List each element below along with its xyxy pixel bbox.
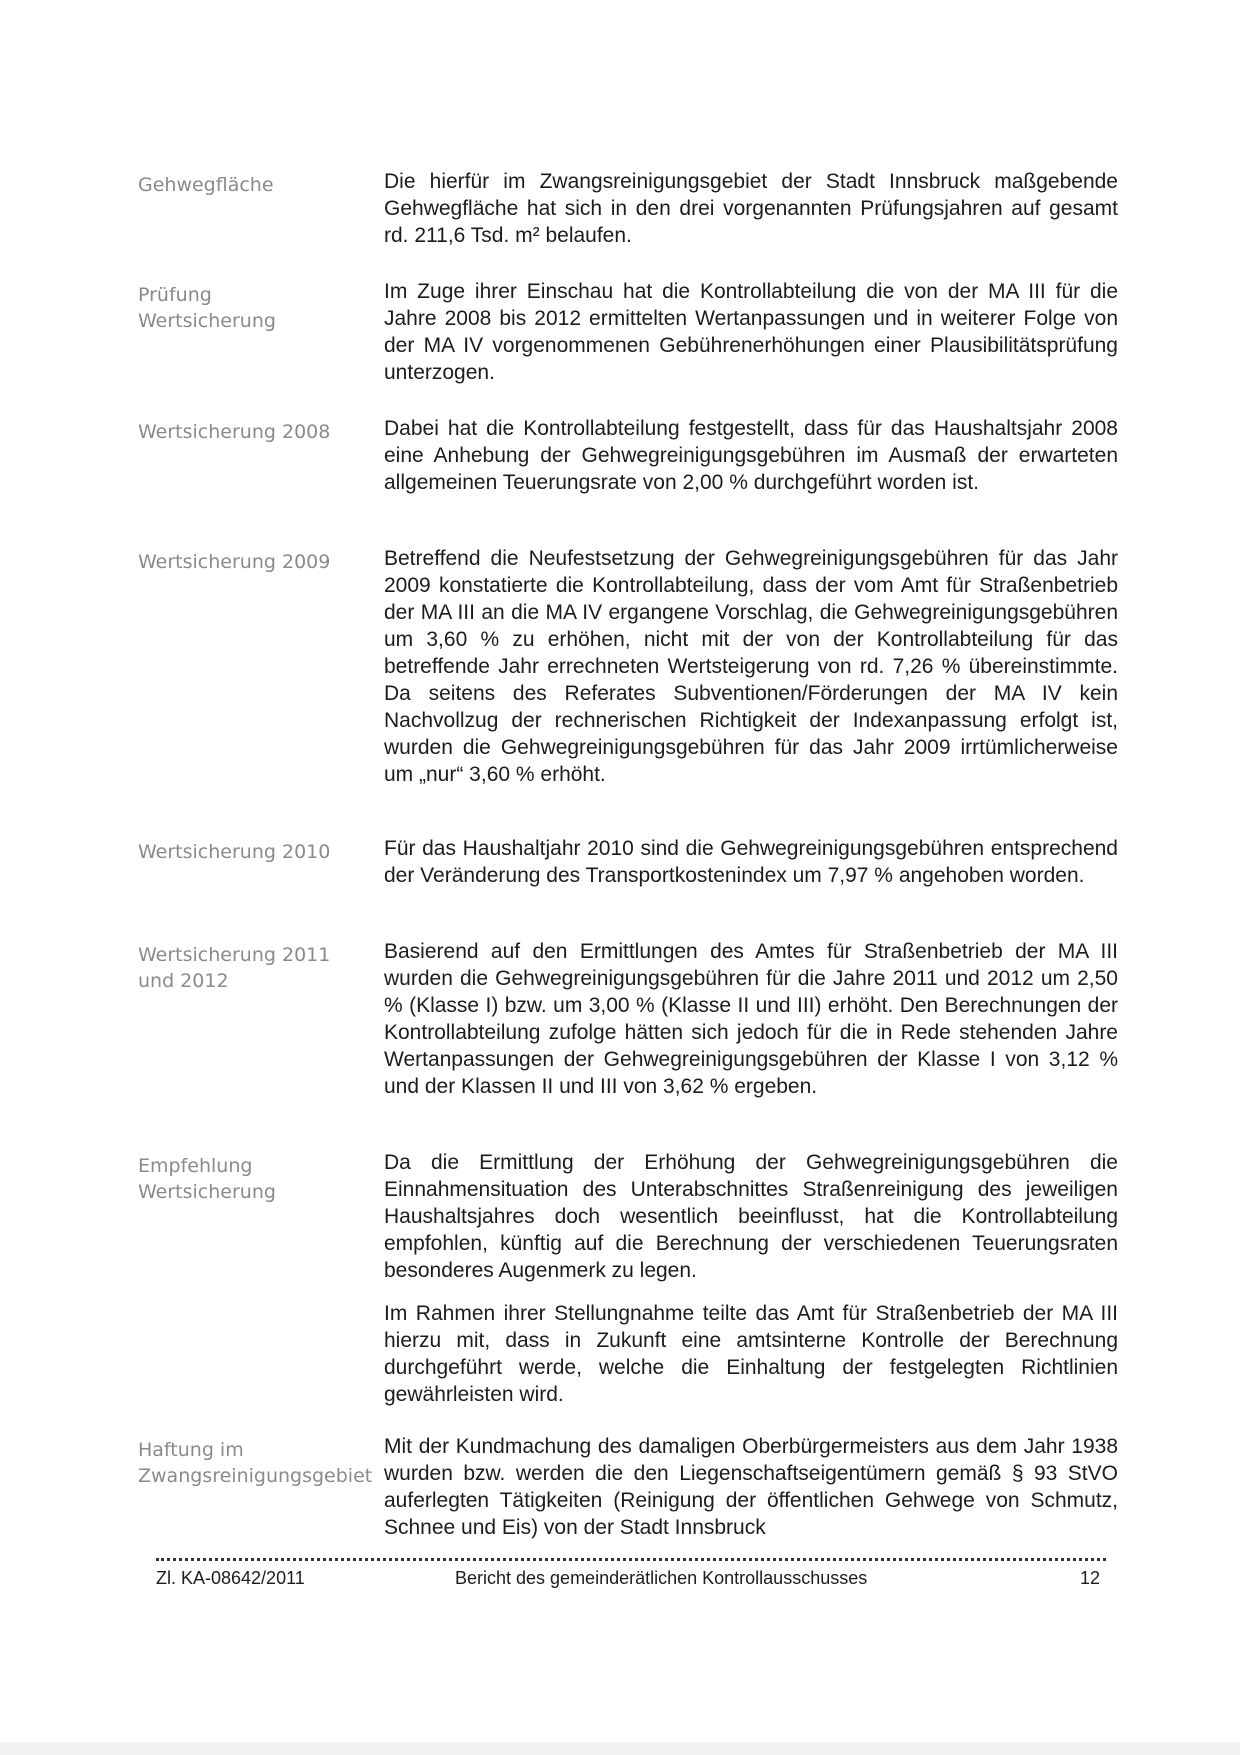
margin-label: Gehwegfläche <box>138 174 274 196</box>
paragraph: Die hierfür im Zwangsreinigungsgebiet der Stadt Innsbruck maßgebende Gehwegfläche hat sich in den drei vorgenannten Prüfungsjahren auf gesamt rd. 211,6 Tsd. m² belaufen. <box>384 170 1118 247</box>
margin-label: Wertsicherung 2009 <box>138 551 331 573</box>
margin-label: Wertsicherung 2010 <box>138 841 331 863</box>
margin-label: Haftung im Zwangsreinigungsgebiet <box>138 1439 373 1487</box>
margin-label: Wertsicherung 2011 und 2012 <box>138 944 331 992</box>
paragraph: Für das Haushaltjahr 2010 sind die Gehwegreinigungsgebühren entsprechend der Veränderung des Transportkostenindex um 7,97 % angehoben worden. <box>384 837 1118 887</box>
paragraph: Basierend auf den Ermittlungen des Amtes für Straßenbetrieb der MA III wurden die Gehwegreinigungsgebühren für die Jahre 2011 und 2012 um 2,50 % (Klasse I) bzw. um 3,00 % (Klasse II und III) erhöht. Den Berechnungen der Kontrollabteilung zufolge hätten sich jedoch für die in Rede stehenden Jahre Wertanpassungen der Gehwegreinigungsgebühren der Klasse I von 3,12 % und der Klassen II und III von 3,62 % ergeben. <box>384 940 1118 1098</box>
margin-label: Wertsicherung 2008 <box>138 421 331 443</box>
paragraph: Im Zuge ihrer Einschau hat die Kontrollabteilung die von der MA III für die Jahre 2008 bis 2012 ermittelten Wertanpassungen und in weiterer Folge von der MA IV vorgenommenen Gebührenerhöhungen einer Plausibilitätsprüfung unterzogen. <box>384 280 1118 384</box>
paragraph: Betreffend die Neufestsetzung der Gehwegreinigungsgebühren für das Jahr 2009 konstatierte die Kontrollabteilung, dass der vom Amt für Straßenbetrieb der MA III an die MA IV ergangene Vorschlag, die Gehwegreinigungsgebühren um 3,60 % zu erhöhen, nicht mit der von der Kontrollabteilung für das betreffende Jahr errechneten Wertsteigerung von rd. 7,26 % übereinstimmte. Da seitens des Referates Subventionen/Förderungen der MA IV kein Nachvollzug der rechnerischen Richtigkeit der Indexanpassung erfolgt ist, wurden die Gehwegreinigungsgebühren für das Jahr 2009 irrtümlicherweise um „nur“ 3,60 % erhöht. <box>384 547 1118 786</box>
margin-label: Prüfung Wertsicherung <box>138 284 276 332</box>
scan-edge <box>0 1742 1240 1755</box>
margin-label: Empfehlung Wertsicherung <box>138 1155 276 1203</box>
paragraph: Im Rahmen ihrer Stellungnahme teilte das Amt für Straßenbetrieb der MA III hierzu mit, dass in Zukunft eine amtsinterne Kontrolle der Berechnung durchgeführt werde, welche die Einhaltung der festgelegten Richtlinien gewährleisten wird. <box>384 1302 1118 1406</box>
paragraph: Dabei hat die Kontrollabteilung festgestellt, dass für das Haushaltsjahr 2008 eine Anhebung der Gehwegreinigungsgebühren im Ausmaß der erwarteten allgemeinen Teuerungsrate von 2,00 % durchgeführt worden ist. <box>384 417 1118 494</box>
paragraph: Mit der Kundmachung des damaligen Oberbürgermeisters aus dem Jahr 1938 wurden bzw. werden die den Liegenschaftseigentümern gemäß § 93 StVO auferlegten Tätigkeiten (Reinigung der öffentlichen Gehwege von Schmutz, Schnee und Eis) von der Stadt Innsbruck <box>384 1435 1118 1539</box>
page-number: 12 <box>1080 1568 1101 1588</box>
footer-reference: Zl. KA-08642/2011 <box>156 1568 305 1588</box>
footer-title: Bericht des gemeinderätlichen Kontrollausschusses <box>455 1568 868 1588</box>
footer-divider <box>156 1558 1106 1561</box>
paragraph: Da die Ermittlung der Erhöhung der Gehwegreinigungsgebühren die Einnahmensituation des Unterabschnittes Straßenreinigung des jeweiligen Haushaltsjahres doch wesentlich beeinflusst, hat die Kontrollabteilung empfohlen, künftig auf die Berechnung der verschiedenen Teuerungsraten besonderes Augenmerk zu legen. <box>384 1151 1118 1282</box>
